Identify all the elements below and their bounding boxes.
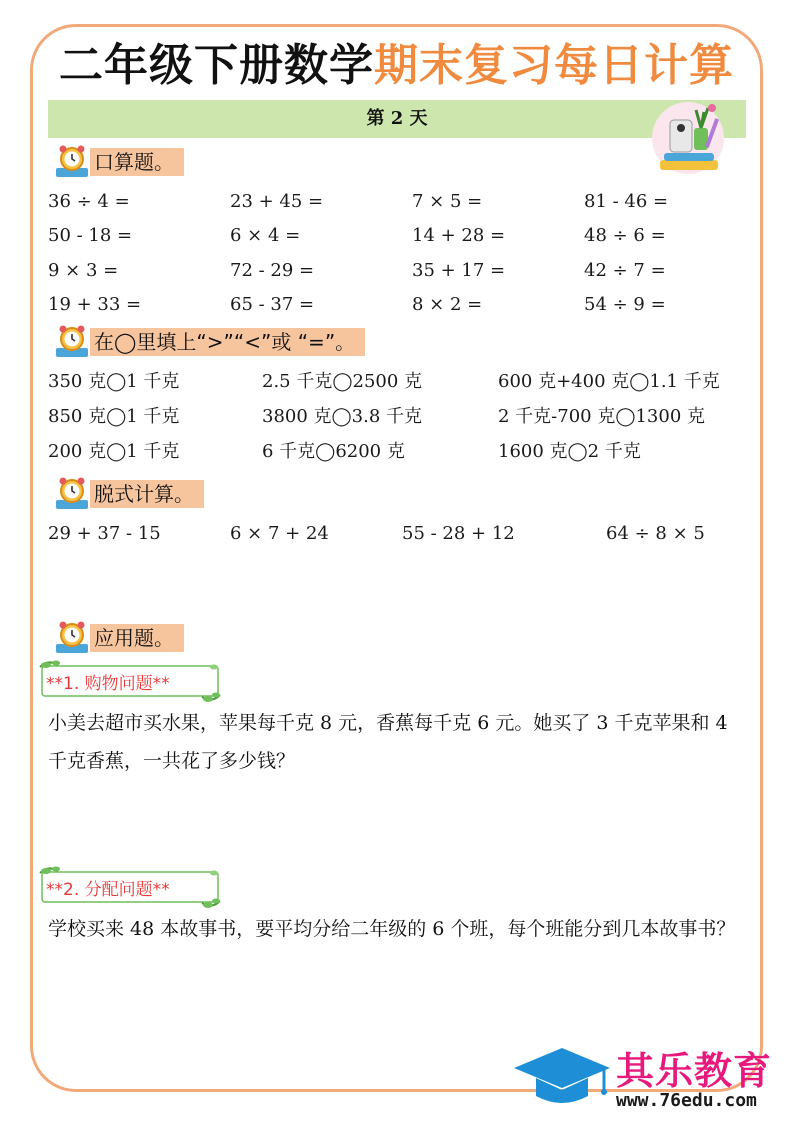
compare-item: 2 千克-700 克◯1300 克	[498, 406, 706, 427]
problem-2-text: 学校买来 48 本故事书，要平均分给二年级的 6 个班，每个班能分到几本故事书？	[48, 918, 736, 940]
stationery-illustration-icon	[646, 98, 732, 182]
oral-item: 8 × 2 =	[412, 294, 483, 315]
oral-item: 9 × 3 =	[48, 260, 119, 281]
day-banner	[48, 100, 746, 138]
problem-tag-2	[38, 865, 222, 909]
stepwise-item: 6 × 7 + 24	[230, 523, 329, 544]
section-compare-label: 在◯里填上“>”“<”或 “=”。	[90, 328, 365, 356]
oral-item: 81 - 46 =	[584, 191, 669, 212]
section-stepwise-label: 脱式计算。	[90, 480, 204, 508]
oral-item: 6 × 4 =	[230, 225, 301, 246]
compare-row	[0, 439, 793, 465]
oral-item: 23 + 45 =	[230, 191, 324, 212]
compare-item: 1600 克◯2 千克	[498, 441, 641, 462]
compare-row	[0, 369, 793, 395]
title-part-2: 期末复习每日计算	[374, 40, 734, 91]
oral-item: 50 - 18 =	[48, 225, 133, 246]
oral-row	[0, 189, 793, 215]
oral-row	[0, 292, 793, 318]
compare-item: 600 克+400 克◯1.1 千克	[498, 371, 720, 392]
problem-tag-1-text: **1. 购物问题**	[46, 674, 170, 694]
section-oral-label: 口算题。	[90, 148, 184, 176]
compare-item: 3800 克◯3.8 千克	[262, 406, 423, 427]
problem-tag-2-text: **2. 分配问题**	[46, 880, 170, 900]
compare-item: 200 克◯1 千克	[48, 441, 180, 462]
alarm-clock-icon	[54, 324, 90, 358]
stepwise-item: 55 - 28 + 12	[402, 523, 515, 544]
graduation-cap-icon	[512, 1044, 612, 1114]
brand-name: 其乐教育	[616, 1049, 773, 1093]
section-word-label: 应用题。	[90, 624, 184, 652]
compare-item: 2.5 千克◯2500 克	[262, 371, 423, 392]
oral-item: 54 ÷ 9 =	[584, 294, 666, 315]
day-label: 第 2 天	[366, 108, 428, 129]
compare-row	[0, 404, 793, 430]
stepwise-row	[0, 521, 793, 547]
oral-item: 72 - 29 =	[230, 260, 315, 281]
brand-logo	[512, 1040, 788, 1116]
title-part-1: 二年级下册数学	[59, 40, 374, 91]
problem-tag-1	[38, 659, 222, 703]
oral-row	[0, 223, 793, 249]
brand-url: www.76edu.com	[616, 1090, 757, 1111]
page-title	[0, 42, 793, 90]
problem-1-text: 小美去超市买水果，苹果每千克 8 元，香蕉每千克 6 元。她买了 3 千克苹果和 4 千克香蕉，一共花了多少钱？	[48, 712, 728, 772]
oral-item: 19 + 33 =	[48, 294, 142, 315]
oral-item: 65 - 37 =	[230, 294, 315, 315]
stepwise-item: 29 + 37 - 15	[48, 523, 161, 544]
oral-row	[0, 258, 793, 284]
oral-item: 36 ÷ 4 =	[48, 191, 130, 212]
compare-item: 6 千克◯6200 克	[262, 441, 405, 462]
compare-item: 850 克◯1 千克	[48, 406, 180, 427]
oral-item: 48 ÷ 6 =	[584, 225, 666, 246]
compare-item: 350 克◯1 千克	[48, 371, 180, 392]
alarm-clock-icon	[54, 620, 90, 654]
alarm-clock-icon	[54, 476, 90, 510]
oral-item: 35 + 17 =	[412, 260, 506, 281]
alarm-clock-icon	[54, 144, 90, 178]
oral-item: 7 × 5 =	[412, 191, 483, 212]
oral-item: 42 ÷ 7 =	[584, 260, 666, 281]
oral-item: 14 + 28 =	[412, 225, 506, 246]
stepwise-item: 64 ÷ 8 × 5	[606, 523, 705, 544]
